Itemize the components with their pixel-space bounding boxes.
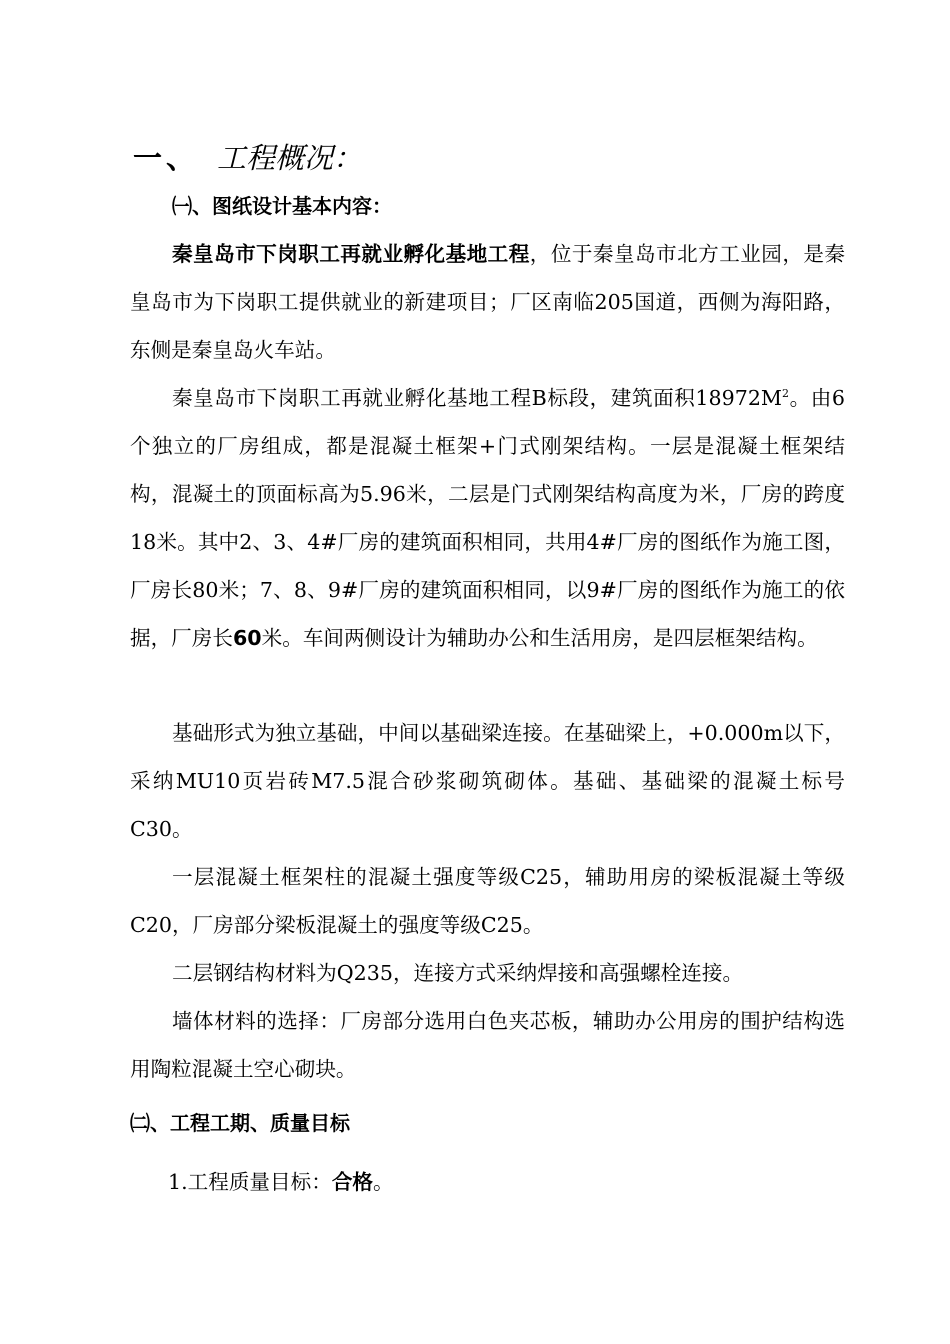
structure-text-c: 米。车间两侧设计为辅助办公和生活用房，是四层框架结构。 — [261, 626, 818, 650]
quality-target-label: 1.工程质量目标： — [168, 1170, 332, 1194]
chapter-title: 工程概况： — [217, 141, 363, 175]
paragraph-building-structure — [130, 374, 845, 662]
section-heading-design: ㈠、图纸设计基本内容： — [172, 194, 392, 218]
quality-target-end: 。 — [373, 1170, 394, 1194]
steel-structure-text: 二层钢结构材料为Q235，连接方式采纳焊接和高强螺栓连接。 — [172, 961, 744, 985]
quality-target-item — [168, 1167, 394, 1197]
concrete-grade-text: 一层混凝土框架柱的混凝土强度等级C25，辅助用房的梁板混凝土等级C20，厂房部分梁板混凝土的强度等级C25。 — [130, 865, 845, 937]
paragraph-steel-structure — [130, 949, 845, 997]
area-superscript: 2 — [782, 387, 790, 401]
project-name: 秦皇岛市下岗职工再就业孵化基地工程 — [172, 242, 530, 266]
structure-text-b: 。由6个独立的厂房组成，都是混凝土框架+门式刚架结构。一层是混凝土框架结构，混凝土的顶面标高为5.96米，二层是门式刚架结构高度为米，厂房的跨度18米。其中2、3、4#厂房的建筑面积相同，共用4#厂房的图纸作为施工图，厂房长80米；7、8、9#厂房的建筑面积相同，以9#厂房的图纸作为施工的依据，厂房长 — [130, 386, 845, 650]
paragraph-foundation — [130, 709, 845, 853]
foundation-text: 基础形式为独立基础，中间以基础梁连接。在基础梁上，+0.000m以下，采纳MU10页岩砖M7.5混合砂浆砌筑砌体。基础、基础梁的混凝土标号C30。 — [130, 721, 845, 841]
wall-material-text: 墙体材料的选择：厂房部分选用白色夹芯板，辅助办公用房的围护结构选用陶粒混凝土空心砌块。 — [130, 1009, 845, 1081]
section-heading-schedule-quality: ㈡、工程工期、质量目标 — [130, 1111, 350, 1135]
project-location-text: ，位于秦皇岛市北方工业园，是秦皇岛市为下岗职工提供就业的新建项目；厂区南临205国道，西侧为海阳路，东侧是秦皇岛火车站。 — [130, 242, 846, 362]
paragraph-project-location — [130, 230, 845, 374]
length-value: 60 — [232, 626, 262, 650]
paragraph-wall-material — [130, 997, 845, 1093]
chapter-heading — [133, 136, 362, 180]
chapter-number: 一、 — [133, 141, 200, 175]
structure-text-a: 秦皇岛市下岗职工再就业孵化基地工程B标段，建筑面积18972M — [172, 386, 783, 410]
paragraph-concrete-grade — [130, 853, 845, 949]
quality-target-value: 合格 — [331, 1170, 373, 1194]
